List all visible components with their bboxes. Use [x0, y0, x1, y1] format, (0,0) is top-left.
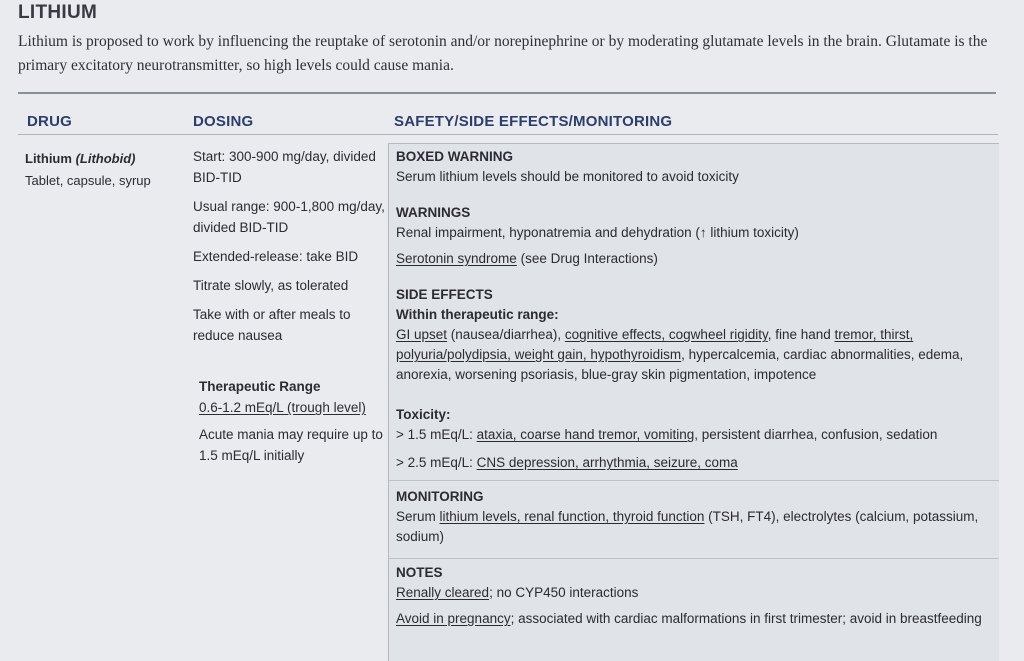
serotonin-line	[396, 249, 996, 269]
side-effects-title: SIDE EFFECTS	[396, 287, 493, 302]
intro-paragraph: Lithium is proposed to work by influencing the reuptake of serotonin and/or norepinephrine or by moderating glutamate levels in the brain. Glutamate is the primary excitatory neurotransmitter, so high levels could cause mania.	[18, 33, 988, 74]
warnings-title: WARNINGS	[396, 205, 471, 220]
note-renal	[396, 583, 996, 603]
serotonin-term: Serotonin syndrome	[396, 251, 517, 266]
note1-key: Renally cleared	[396, 585, 490, 600]
dosing-column	[193, 146, 388, 466]
toxicity-line-1	[396, 425, 996, 445]
therapeutic-range-title: Therapeutic Range	[199, 379, 321, 394]
se-text3: , hypercalcemia, cardiac abnormalities, edema, anorexia, worsening psoriasis, blue-gray skin pigmentation, impotence	[396, 347, 964, 382]
se-cognitive: cognitive effects, cogwheel rigidity	[564, 327, 768, 342]
tox1-rest: , persistent diarrhea, confusion, sedation	[694, 427, 938, 442]
note-pregnancy	[396, 609, 996, 629]
toxicity-line-2	[396, 453, 996, 473]
dosing-titrate: Titrate slowly, as tolerated	[193, 278, 349, 293]
se-text2: , fine hand	[767, 327, 835, 342]
boxed-warning-text: Serum lithium levels should be monitored to avoid toxicity	[396, 169, 739, 184]
se-tremor: tremor, thirst, polyuria/polydipsia, weight gain, hypothyroidism	[396, 327, 914, 362]
tox2-key: CNS depression, arrhythmia, seizure, coma	[476, 455, 738, 470]
side-effects-text	[396, 325, 996, 385]
drug-name: Lithium	[25, 151, 72, 166]
notes-title: NOTES	[396, 565, 443, 580]
dosing-usual: Usual range: 900-1,800 mg/day, divided BID-TID	[193, 199, 385, 235]
note1-rest: ; no CYP450 interactions	[489, 585, 639, 600]
dosing-meals: Take with or after meals to reduce nausea	[193, 307, 351, 343]
header-safety: SAFETY/SIDE EFFECTS/MONITORING	[394, 113, 673, 130]
dosing-start: Start: 300-900 mg/day, divided BID-TID	[193, 149, 376, 185]
tox2-threshold: > 2.5 mEq/L:	[396, 455, 477, 470]
section-divider	[18, 92, 996, 94]
se-text1: (nausea/diarrhea),	[447, 327, 565, 342]
header-rule	[18, 134, 998, 135]
se-gi: GI upset	[396, 327, 448, 342]
drug-brand: (Lithobid)	[75, 151, 136, 166]
safety-column	[396, 147, 996, 629]
header-dosing: DOSING	[193, 113, 254, 130]
mon-key: lithium levels, renal function, thyroid function	[439, 509, 705, 524]
note2-key: Avoid in pregnancy	[396, 611, 511, 626]
drug-forms: Tablet, capsule, syrup	[25, 173, 151, 188]
warnings-text: Renal impairment, hyponatremia and dehydration (↑ lithium toxicity)	[396, 225, 799, 240]
mon-pre: Serum	[396, 509, 440, 524]
tox1-key: ataxia, coarse hand tremor, vomiting	[476, 427, 695, 442]
therapeutic-range-value: 0.6-1.2 mEq/L (trough level)	[199, 400, 366, 415]
page-title: LITHIUM	[18, 2, 98, 23]
monitoring-text	[396, 507, 996, 547]
dosing-acute: Acute mania may require up to 1.5 mEq/L initially	[199, 427, 383, 463]
dosing-er: Extended-release: take BID	[193, 249, 359, 264]
monitoring-title: MONITORING	[396, 489, 484, 504]
toxicity-title: Toxicity:	[396, 407, 451, 422]
drug-column	[25, 148, 185, 192]
boxed-warning-title: BOXED WARNING	[396, 149, 514, 164]
note2-rest: ; associated with cardiac malformations in first trimester; avoid in breastfeeding	[510, 611, 982, 626]
header-drug: DRUG	[27, 113, 72, 130]
tox1-threshold: > 1.5 mEq/L:	[396, 427, 477, 442]
serotonin-note: (see Drug Interactions)	[516, 251, 658, 266]
side-effects-subtitle: Within therapeutic range:	[396, 307, 559, 322]
mon-rest: (TSH, FT4), electrolytes (calcium, potassium, sodium)	[396, 509, 979, 544]
